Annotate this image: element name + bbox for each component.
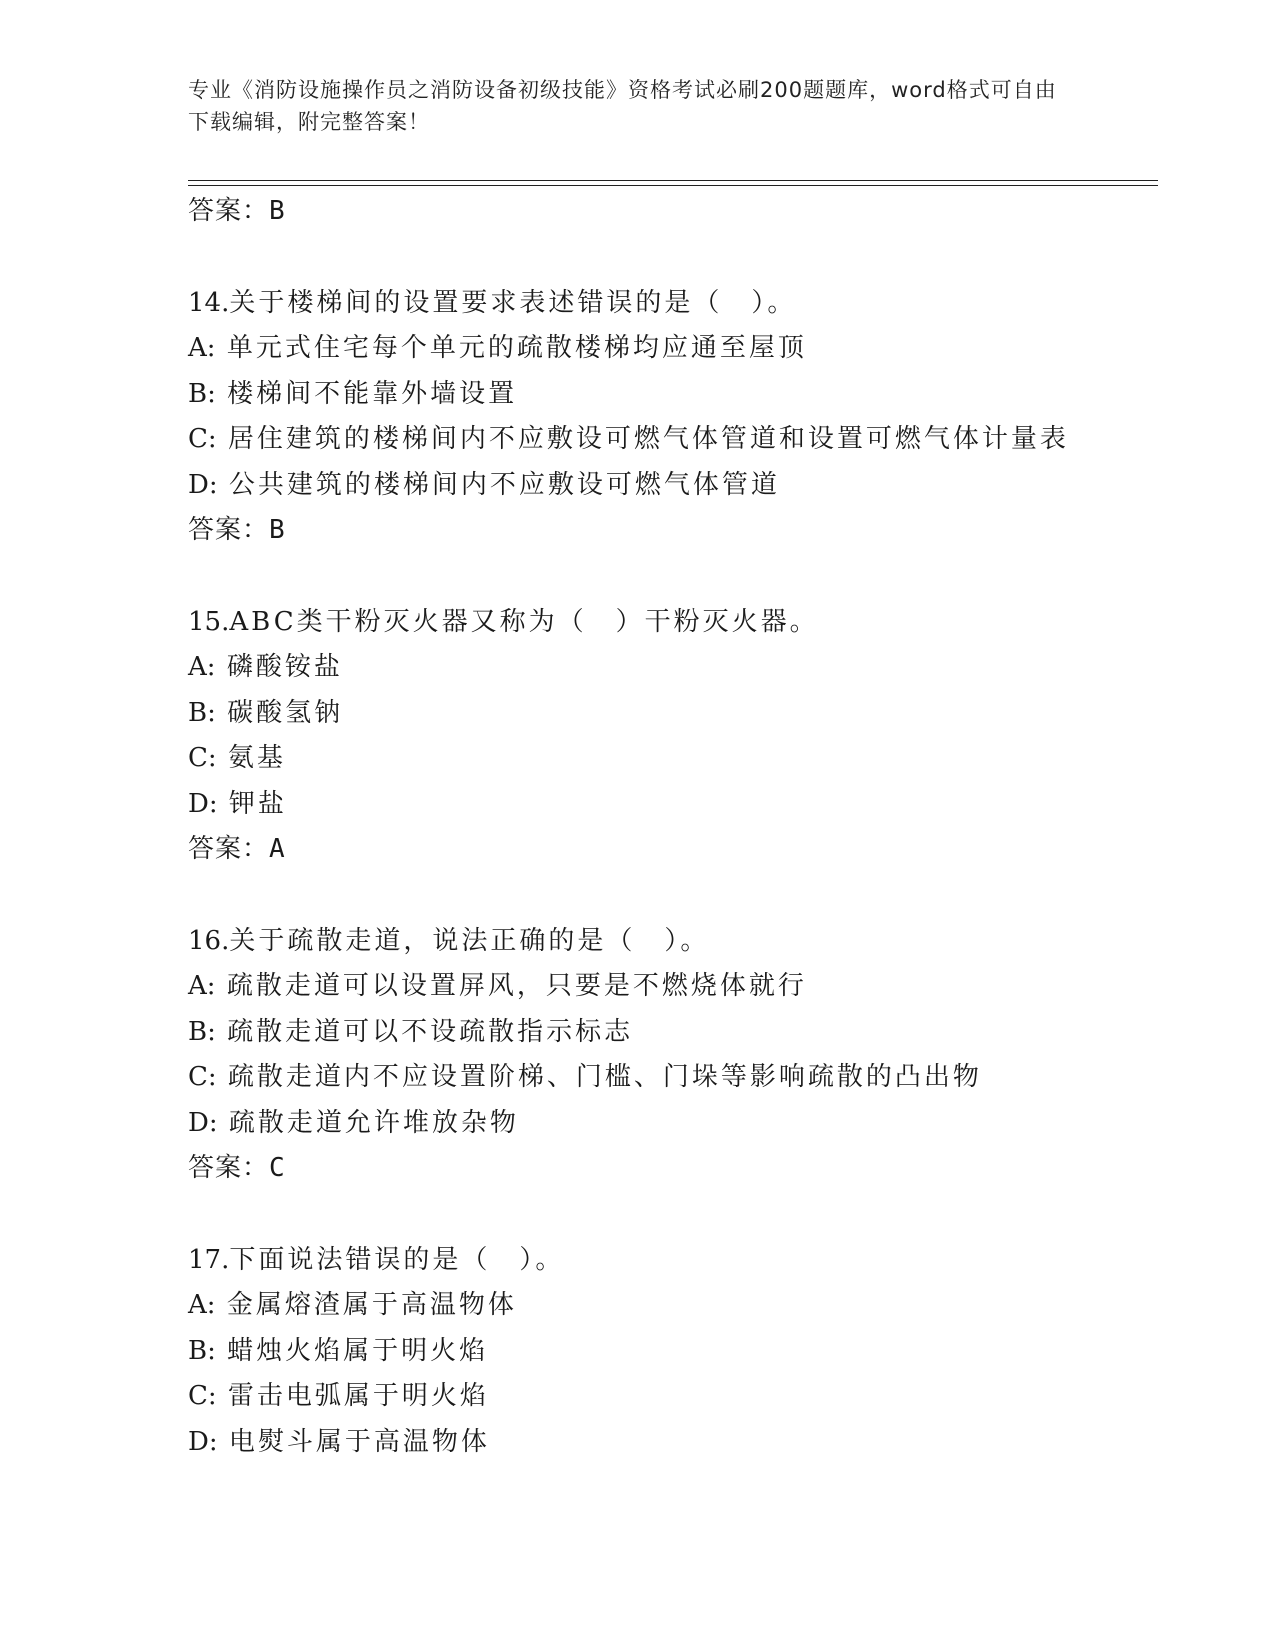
- question-stem: [188, 281, 1188, 327]
- option-text: 氨基: [227, 743, 286, 773]
- option-label: A:: [188, 652, 216, 682]
- option-a: [188, 964, 1188, 1010]
- answer-line: [188, 508, 1188, 554]
- question-list: [188, 189, 1188, 1465]
- option-text: 金属熔渣属于高温物体: [226, 1290, 517, 1320]
- answer-label: 答案：: [188, 515, 270, 545]
- answer-line: [188, 189, 1188, 235]
- option-b: [188, 1329, 1188, 1375]
- option-a: [188, 645, 1188, 691]
- option-label: C:: [188, 1062, 217, 1092]
- question-text: 关于疏散走道，说法正确的是（ ）。: [229, 925, 710, 956]
- question-text: 关于楼梯间的设置要求表述错误的是（ ）。: [229, 287, 797, 318]
- spacer: [188, 873, 1188, 919]
- option-label: A:: [188, 1290, 216, 1320]
- option-text: 电熨斗属于高温物体: [228, 1426, 490, 1457]
- question-number: 17.: [188, 1244, 230, 1275]
- question-17: [188, 1238, 1188, 1466]
- option-label: D:: [188, 469, 218, 500]
- question-stem: [188, 1238, 1188, 1284]
- option-label: A:: [188, 971, 216, 1001]
- answer-value: B: [269, 515, 286, 545]
- option-text: 蜡烛火焰属于明火焰: [227, 1335, 489, 1366]
- option-a: [188, 326, 1188, 372]
- option-label: B:: [188, 378, 216, 409]
- option-label: B:: [188, 1016, 216, 1047]
- option-label: B:: [188, 697, 216, 728]
- option-label: D:: [188, 1426, 218, 1457]
- option-text: 疏散走道内不应设置阶梯、门槛、门垛等影响疏散的凸出物: [227, 1062, 982, 1092]
- option-text: 单元式住宅每个单元的疏散楼梯均应通至屋顶: [226, 333, 807, 363]
- question-number: 16.: [188, 925, 230, 956]
- option-text: 疏散走道可以不设疏散指示标志: [227, 1016, 634, 1047]
- spacer: [188, 1192, 1188, 1238]
- option-text: 磷酸铵盐: [226, 652, 343, 682]
- answer-value: A: [269, 834, 286, 864]
- answer-line: [188, 1146, 1188, 1192]
- option-b: [188, 372, 1188, 418]
- option-a: [188, 1283, 1188, 1329]
- option-label: D:: [188, 788, 218, 819]
- option-c: [188, 417, 1188, 463]
- option-c: [188, 1374, 1188, 1420]
- question-15: [188, 600, 1188, 873]
- option-text: 雷击电弧属于明火焰: [227, 1381, 489, 1411]
- option-label: C:: [188, 1381, 217, 1411]
- option-label: B:: [188, 1335, 216, 1366]
- question-number: 14.: [188, 287, 230, 318]
- option-d: [188, 1420, 1188, 1466]
- answer-value: B: [269, 196, 286, 226]
- answer-label: 答案：: [188, 834, 270, 864]
- question-stem: [188, 919, 1188, 965]
- spacer: [188, 554, 1188, 600]
- header-rule-top: [188, 180, 1158, 181]
- option-text: 居住建筑的楼梯间内不应敷设可燃气体管道和设置可燃气体计量表: [227, 424, 1069, 454]
- answer-line: [188, 827, 1188, 873]
- option-c: [188, 1055, 1188, 1101]
- answer-value: C: [269, 1153, 286, 1183]
- question-text: 下面说法错误的是（ ）。: [229, 1244, 565, 1275]
- option-label: D:: [188, 1107, 218, 1138]
- option-text: 钾盐: [228, 788, 287, 819]
- page-header: 专业《消防设施操作员之消防设备初级技能》资格考试必刷200题题库，word格式可自由下载编辑，附完整答案！: [188, 78, 1057, 134]
- option-b: [188, 691, 1188, 737]
- answer-label: 答案：: [188, 196, 270, 226]
- answer-label: 答案：: [188, 1153, 270, 1183]
- spacer: [188, 235, 1188, 281]
- question-14: [188, 281, 1188, 554]
- option-text: 碳酸氢钠: [227, 697, 344, 728]
- option-label: C:: [188, 424, 217, 454]
- option-text: 公共建筑的楼梯间内不应敷设可燃气体管道: [228, 469, 780, 500]
- option-label: A:: [188, 333, 216, 363]
- question-number: 15.: [188, 606, 230, 637]
- header-rule-bottom: [188, 185, 1158, 186]
- question-text: ABC类干粉灭火器又称为（ ）干粉灭火器。: [229, 606, 819, 637]
- option-text: 疏散走道可以设置屏风，只要是不燃烧体就行: [226, 971, 807, 1001]
- question-stem: [188, 600, 1188, 646]
- option-d: [188, 463, 1188, 509]
- option-d: [188, 782, 1188, 828]
- option-c: [188, 736, 1188, 782]
- option-label: C:: [188, 743, 217, 773]
- option-b: [188, 1010, 1188, 1056]
- option-text: 楼梯间不能靠外墙设置: [227, 378, 518, 409]
- option-d: [188, 1101, 1188, 1147]
- question-16: [188, 919, 1188, 1192]
- option-text: 疏散走道允许堆放杂物: [228, 1107, 519, 1138]
